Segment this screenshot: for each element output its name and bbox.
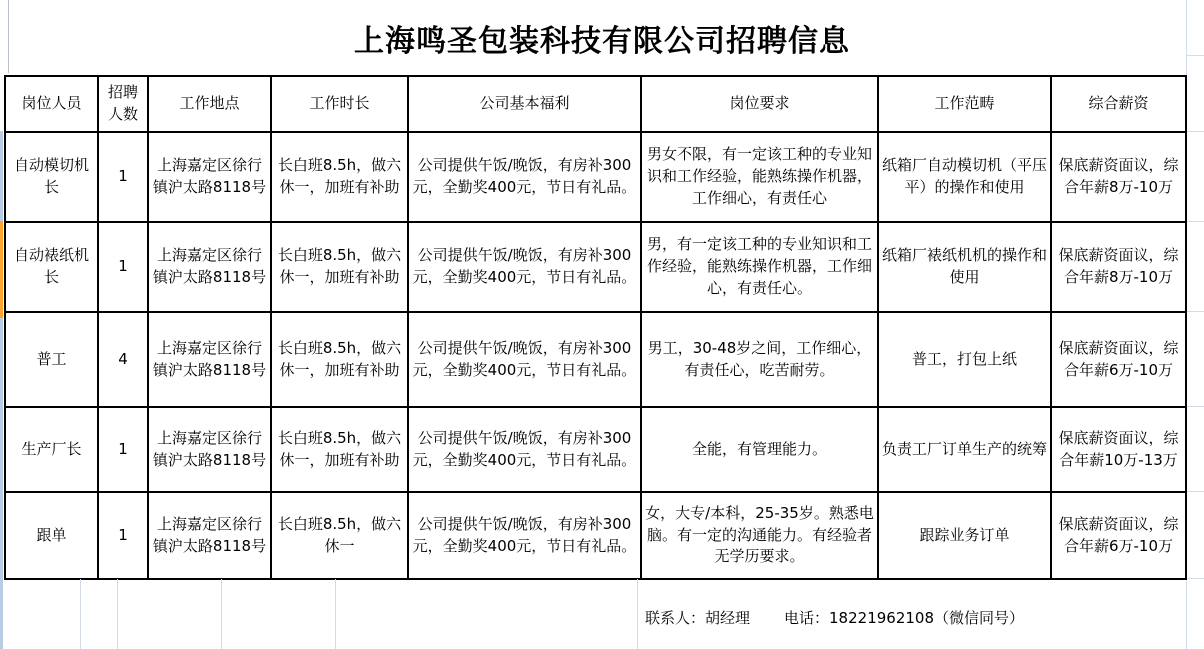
cell-salary: 保底薪资面议，综合年薪6万-10万 xyxy=(1051,312,1186,407)
contact-person: 联系人：胡经理 xyxy=(645,609,751,627)
sheet-gridline xyxy=(117,579,118,649)
cell-post: 自动裱纸机长 xyxy=(5,222,98,312)
cell-post: 生产厂长 xyxy=(5,407,98,492)
cell-scope: 纸箱厂自动模切机（平压平）的操作和使用 xyxy=(878,132,1051,222)
cell-count: 1 xyxy=(98,222,148,312)
cell-salary: 保底薪资面议，综合年薪8万-10万 xyxy=(1051,222,1186,312)
cell-requirements: 女，大专/本科，25-35岁。熟悉电脑。有一定的沟通能力。有经验者无学历要求。 xyxy=(641,492,878,579)
cell-requirements: 男，有一定该工种的专业知识和工作经验，能熟练操作机器，工作细心，有责任心。 xyxy=(641,222,878,312)
cell-benefits: 公司提供午饭/晚饭，有房补300元，全勤奖400元，节日有礼品。 xyxy=(408,132,641,222)
cell-benefits: 公司提供午饭/晚饭，有房补300元，全勤奖400元，节日有礼品。 xyxy=(408,222,641,312)
cell-salary: 保底薪资面议，综合年薪8万-10万 xyxy=(1051,132,1186,222)
cell-requirements: 男女不限，有一定该工种的专业知识和工作经验，能熟练操作机器，工作细心，有责任心 xyxy=(641,132,878,222)
cell-scope: 纸箱厂裱纸机机的操作和使用 xyxy=(878,222,1051,312)
sheet-gridline xyxy=(1187,131,1204,132)
cell-location: 上海嘉定区徐行镇沪太路8118号 xyxy=(148,222,271,312)
cell-location: 上海嘉定区徐行镇沪太路8118号 xyxy=(148,492,271,579)
left-accent-strip-blue xyxy=(0,131,3,221)
header-post: 岗位人员 xyxy=(5,76,98,132)
left-accent-strip-orange xyxy=(0,221,3,318)
header-benefits: 公司基本福利 xyxy=(408,76,641,132)
cell-scope: 普工，打包上纸 xyxy=(878,312,1051,407)
sheet-gridline xyxy=(637,579,638,649)
header-count: 招聘人数 xyxy=(98,76,148,132)
header-salary: 综合薪资 xyxy=(1051,76,1186,132)
header-scope: 工作范畴 xyxy=(878,76,1051,132)
contact-phone: 电话：18221962108（微信同号） xyxy=(784,609,1024,627)
cell-post: 自动模切机长 xyxy=(5,132,98,222)
cell-salary: 保底薪资面议，综合年薪6万-10万 xyxy=(1051,492,1186,579)
table-row xyxy=(5,222,1186,312)
cell-hours: 长白班8.5h，做六休一，加班有补助 xyxy=(271,407,408,492)
sheet-gridline xyxy=(1187,406,1204,407)
header-location: 工作地点 xyxy=(148,76,271,132)
sheet-gridline xyxy=(1187,578,1204,579)
cell-hours: 长白班8.5h，做六休一，加班有补助 xyxy=(271,222,408,312)
cell-benefits: 公司提供午饭/晚饭，有房补300元，全勤奖400元，节日有礼品。 xyxy=(408,492,641,579)
cell-location: 上海嘉定区徐行镇沪太路8118号 xyxy=(148,312,271,407)
cell-benefits: 公司提供午饭/晚饭，有房补300元，全勤奖400元，节日有礼品。 xyxy=(408,312,641,407)
table-row xyxy=(5,407,1186,492)
cell-post: 跟单 xyxy=(5,492,98,579)
left-accent-strip-blue xyxy=(0,318,3,649)
cell-hours: 长白班8.5h，做六休一 xyxy=(271,492,408,579)
recruitment-table xyxy=(4,75,1187,580)
header-row xyxy=(5,76,1186,132)
cell-requirements: 全能，有管理能力。 xyxy=(641,407,878,492)
cell-benefits: 公司提供午饭/晚饭，有房补300元，全勤奖400元，节日有礼品。 xyxy=(408,407,641,492)
cell-location: 上海嘉定区徐行镇沪太路8118号 xyxy=(148,132,271,222)
cell-post: 普工 xyxy=(5,312,98,407)
cell-count: 1 xyxy=(98,132,148,222)
sheet-gridline xyxy=(1187,491,1204,492)
cell-hours: 长白班8.5h，做六休一，加班有补助 xyxy=(271,132,408,222)
page-title: 上海鸣圣包装科技有限公司招聘信息 xyxy=(354,24,850,59)
table-row xyxy=(5,312,1186,407)
header-hours: 工作时长 xyxy=(271,76,408,132)
sheet-gridline xyxy=(1187,311,1204,312)
contact-info xyxy=(645,607,1024,628)
sheet-gridline xyxy=(221,579,222,649)
cell-location: 上海嘉定区徐行镇沪太路8118号 xyxy=(148,407,271,492)
table-row xyxy=(5,132,1186,222)
table-row xyxy=(5,492,1186,579)
sheet-gridline xyxy=(80,579,81,649)
cell-salary: 保底薪资面议，综合年薪10万-13万 xyxy=(1051,407,1186,492)
cell-hours: 长白班8.5h，做六休一，加班有补助 xyxy=(271,312,408,407)
cell-count: 4 xyxy=(98,312,148,407)
header-requirements: 岗位要求 xyxy=(641,76,878,132)
cell-scope: 跟踪业务订单 xyxy=(878,492,1051,579)
cell-count: 1 xyxy=(98,492,148,579)
cell-scope: 负责工厂订单生产的统筹 xyxy=(878,407,1051,492)
sheet-gridline xyxy=(1187,221,1204,222)
cell-requirements: 男工，30-48岁之间，工作细心，有责任心，吃苦耐劳。 xyxy=(641,312,878,407)
cell-count: 1 xyxy=(98,407,148,492)
sheet-gridline xyxy=(335,579,336,649)
